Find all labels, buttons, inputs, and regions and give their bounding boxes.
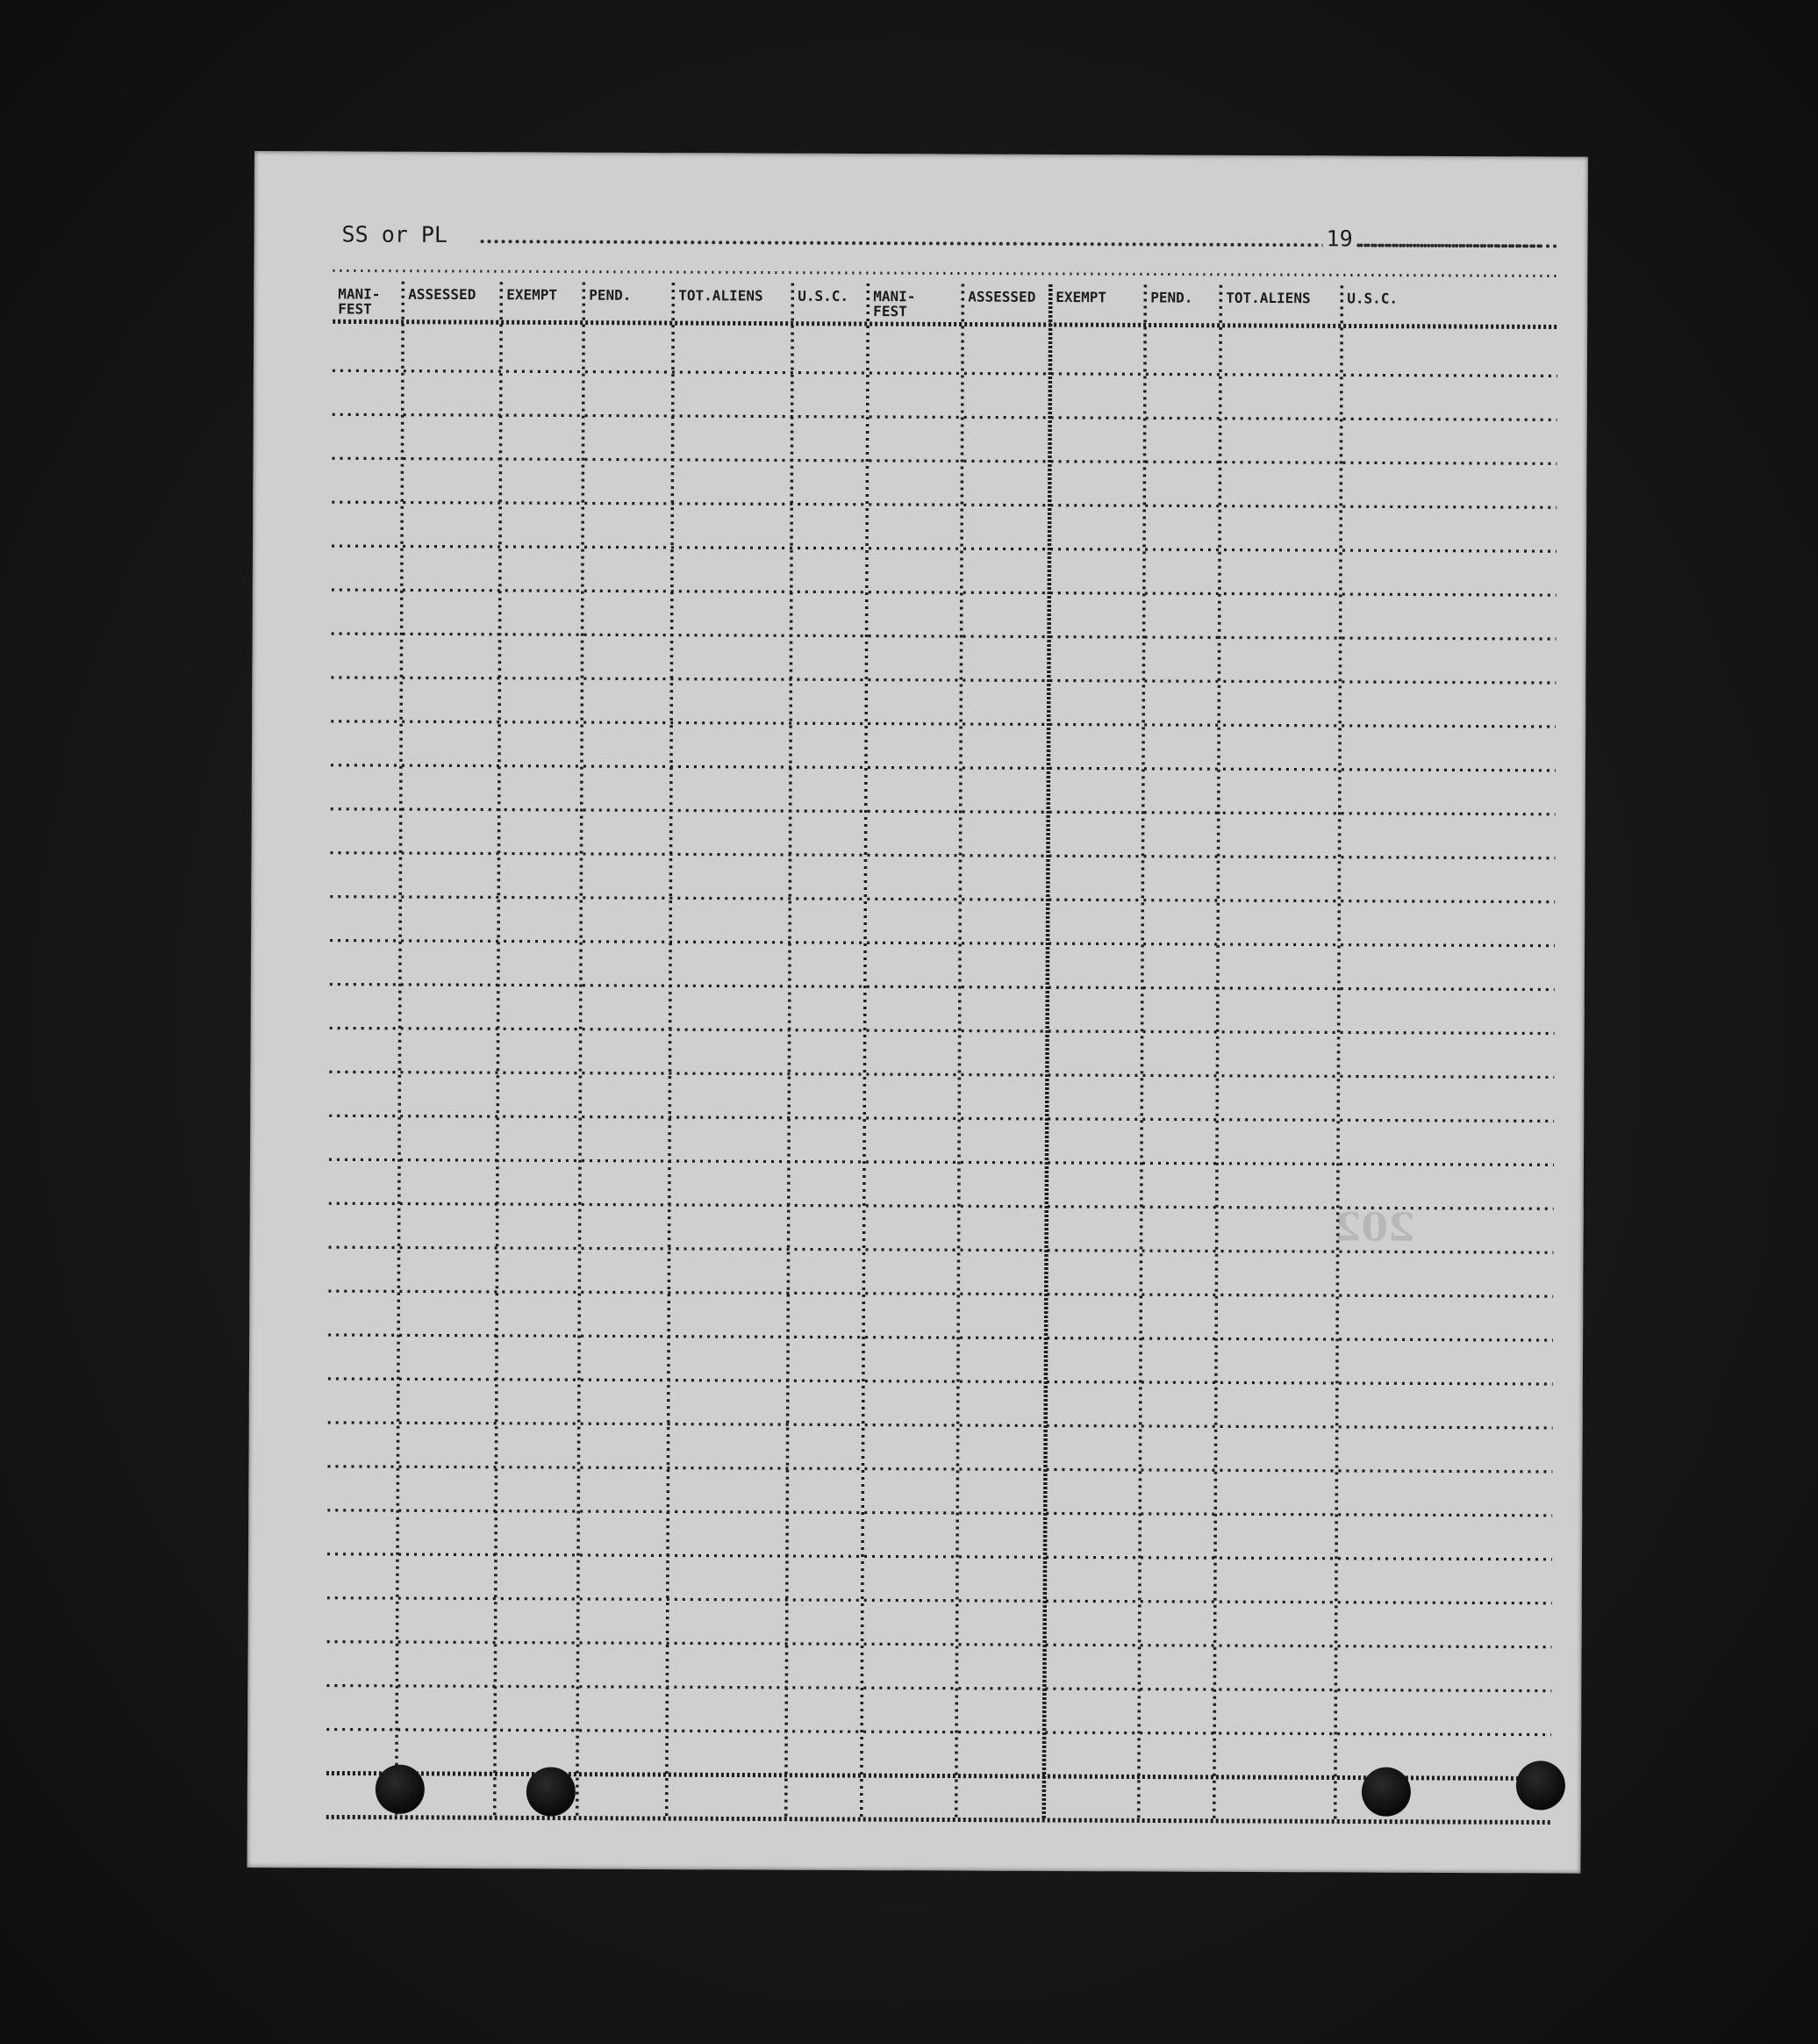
row-rule bbox=[330, 985, 1555, 990]
column-header: PEND. bbox=[589, 286, 632, 304]
row-rule bbox=[326, 1817, 1551, 1822]
row-rule bbox=[329, 1115, 1554, 1121]
row-rule bbox=[332, 546, 1557, 551]
column-header: ASSESSED bbox=[968, 288, 1036, 305]
row-rule bbox=[331, 765, 1556, 771]
row-rule bbox=[328, 1379, 1553, 1384]
row-rule bbox=[328, 1423, 1553, 1428]
column-header: TOT.ALIENS bbox=[678, 287, 763, 305]
row-rule bbox=[332, 634, 1557, 639]
row-rule bbox=[332, 590, 1557, 595]
column-rule bbox=[862, 283, 869, 1819]
column-rule bbox=[495, 282, 502, 1818]
row-rule bbox=[329, 1159, 1554, 1165]
column-header: MANI- FEST bbox=[873, 288, 916, 320]
vessel-label: SS or PL bbox=[341, 221, 448, 247]
column-rule bbox=[1044, 284, 1051, 1820]
row-rule bbox=[333, 414, 1557, 420]
header-bottom-rule bbox=[333, 321, 1557, 326]
row-rule bbox=[331, 721, 1556, 727]
row-rule bbox=[327, 1598, 1552, 1603]
column-header: U.S.C. bbox=[1347, 290, 1399, 307]
punch-hole-left-1 bbox=[376, 1765, 425, 1814]
column-header: EXEMPT bbox=[1056, 288, 1107, 306]
column-header: TOT.ALIENS bbox=[1226, 289, 1311, 307]
form-sheet bbox=[247, 151, 1588, 1874]
column-rule bbox=[577, 283, 584, 1818]
column-rule bbox=[956, 284, 963, 1820]
table-gridlines bbox=[326, 263, 1558, 1840]
tally-table bbox=[326, 263, 1558, 1840]
column-rule bbox=[1335, 285, 1342, 1821]
row-rule bbox=[327, 1642, 1552, 1647]
column-rule bbox=[1214, 285, 1221, 1821]
year-label: 19 bbox=[1323, 226, 1356, 251]
column-rule bbox=[397, 282, 404, 1818]
header-top-rule bbox=[333, 270, 1557, 276]
row-rule bbox=[332, 502, 1557, 507]
column-header: ASSESSED bbox=[408, 285, 476, 304]
row-rule bbox=[327, 1554, 1552, 1560]
row-rule bbox=[329, 1072, 1554, 1077]
row-rule bbox=[328, 1335, 1553, 1340]
punch-hole-left-2 bbox=[526, 1767, 576, 1816]
row-rule bbox=[326, 1686, 1551, 1691]
faint-stamp: 202 bbox=[1334, 1205, 1415, 1251]
row-rule bbox=[331, 853, 1556, 858]
row-rule bbox=[328, 1291, 1553, 1296]
year-fill-line bbox=[1360, 243, 1541, 247]
row-rule bbox=[330, 1028, 1555, 1033]
row-rule bbox=[327, 1510, 1552, 1516]
column-rule bbox=[786, 283, 793, 1819]
column-header: MANI- FEST bbox=[338, 285, 381, 318]
column-header: PEND. bbox=[1150, 289, 1193, 306]
column-rule bbox=[1139, 284, 1146, 1820]
column-header: EXEMPT bbox=[506, 286, 558, 304]
row-rule bbox=[332, 458, 1557, 463]
row-rule bbox=[327, 1467, 1552, 1472]
punch-hole-right-2 bbox=[1516, 1761, 1565, 1810]
row-rule bbox=[330, 941, 1555, 946]
row-rule bbox=[326, 1729, 1551, 1734]
row-rule bbox=[331, 809, 1556, 814]
row-rule bbox=[333, 370, 1557, 376]
column-header: U.S.C. bbox=[798, 287, 849, 305]
row-rule bbox=[331, 678, 1556, 683]
punch-hole-right-1 bbox=[1362, 1768, 1411, 1817]
row-rule bbox=[330, 897, 1555, 902]
column-rule bbox=[667, 283, 674, 1818]
